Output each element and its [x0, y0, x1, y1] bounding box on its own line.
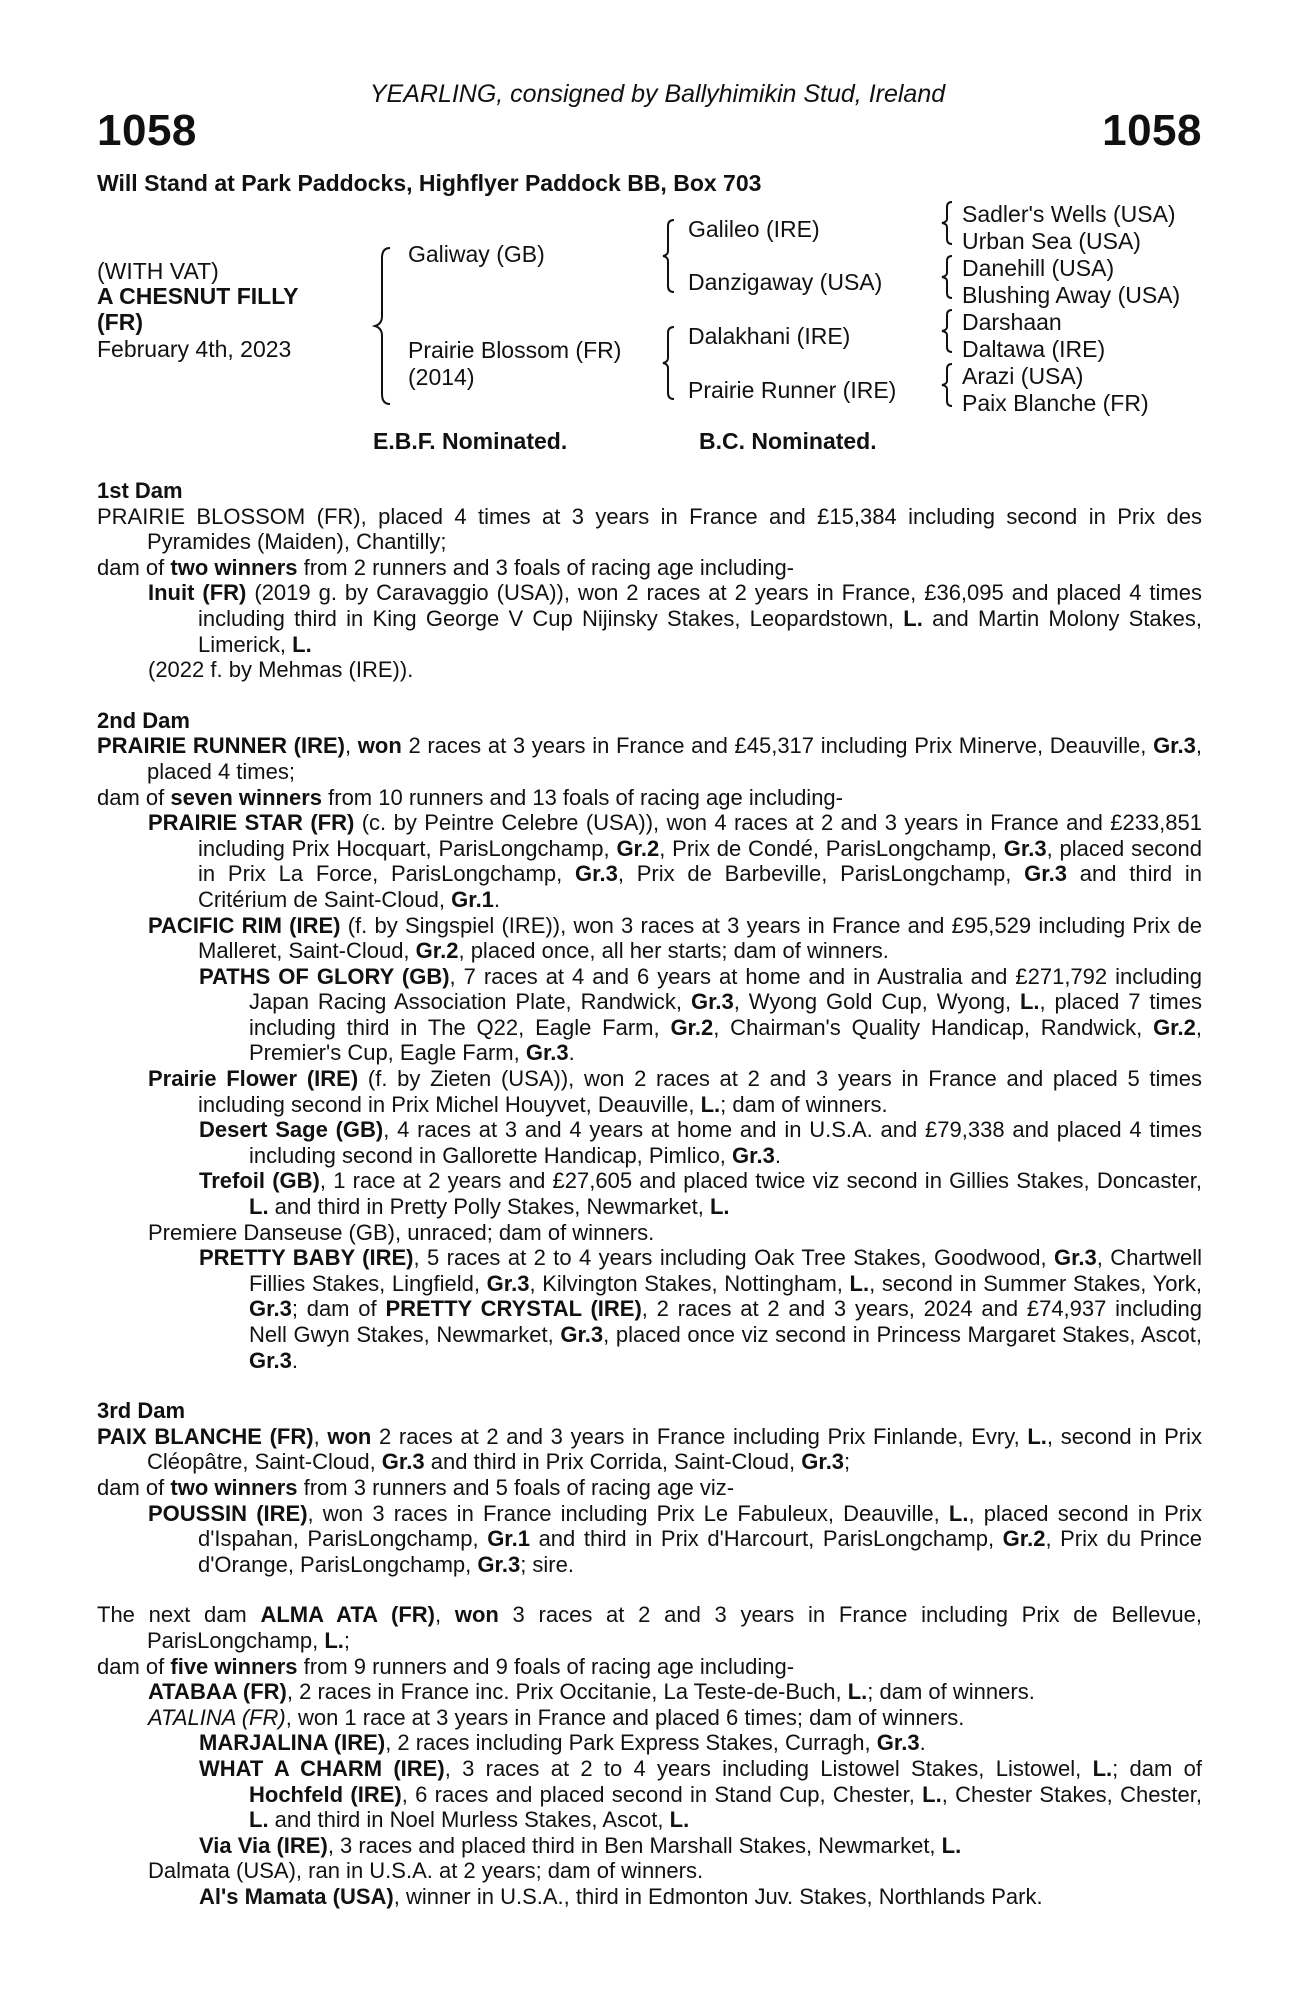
produce-prairie-star: PRAIRIE STAR (FR) (c. by Peintre Celebre (USA)), won 4 races at 2 and 3 years in France and £233,851 including Prix Hocquart, ParisLongchamp, Gr.2, Prix de Condé, ParisLongchamp, Gr.3, placed second in Prix La Force, ParisLongchamp, Gr.3, Prix de Barbeville, ParisLongchamp, Gr.3 and third in Critérium de Saint-Cloud, Gr.1. — [148, 810, 1203, 912]
pedigree-dam-sire: Dalakhani (IRE) — [688, 323, 851, 349]
second-dam-heading: 2nd Dam — [97, 707, 190, 733]
sire-parents-brace — [660, 218, 678, 294]
first-dam-para: PRAIRIE BLOSSOM (FR), placed 4 times at 3 years in France and £15,384 including second in Prix des Pyramides (Maiden), Chantilly; — [97, 503, 1202, 555]
produce-premiere-danseuse: Premiere Danseuse (GB), unraced; dam of winners. — [148, 1219, 655, 1245]
g-brace-3 — [940, 308, 956, 354]
produce-atabaa: ATABAA (FR), 2 races in France inc. Prix Occitanie, La Teste-de-Buch, L.; dam of winners. — [148, 1679, 1035, 1705]
g-brace-4 — [940, 362, 956, 408]
pedigree-g6: Daltawa (IRE) — [962, 336, 1106, 362]
next-dam-produce-summary: dam of five winners from 9 runners and 9 foals of racing age including- — [97, 1653, 795, 1679]
pedigree-sire: Galiway (GB) — [408, 241, 545, 267]
consignment-line: YEARLING, consigned by Ballyhimikin Stud, Ireland — [369, 80, 946, 108]
produce-dalmata: Dalmata (USA), ran in U.S.A. at 2 years; dam of winners. — [148, 1858, 704, 1884]
produce-2022: (2022 f. by Mehmas (IRE)). — [148, 657, 414, 683]
third-dam-produce-summary: dam of two winners from 3 runners and 5 foals of racing age viz- — [97, 1474, 735, 1500]
produce-pretty-baby: PRETTY BABY (IRE), 5 races at 2 to 4 years including Oak Tree Stakes, Goodwood, Gr.3, Chartwell Fillies Stakes, Lingfield, Gr.3, Kilvington Stakes, Nottingham, L., second in Summer Stakes, York, Gr.3; dam of PRETTY CRYSTAL (IRE), 2 races at 2 and 3 years, 2024 and £74,937 including Nell Gwyn Stakes, Newmarket, Gr.3, placed once viz second in Princess Margaret Stakes, Ascot, Gr.3. — [199, 1245, 1203, 1373]
sire-dam-brace — [372, 246, 394, 406]
second-dam-produce-summary: dam of seven winners from 10 runners and 13 foals of racing age including- — [97, 784, 843, 810]
lot-number-right: 1058 — [1102, 106, 1202, 155]
foaling-date: February 4th, 2023 — [97, 336, 292, 362]
g-brace-1 — [940, 200, 956, 246]
produce-prairie-flower: Prairie Flower (IRE) (f. by Zieten (USA)), won 2 races at 2 and 3 years in France and placed 5 times including second in Prix Michel Houyvet, Deauville, L.; dam of winners. — [148, 1066, 1202, 1117]
pedigree-g1: Sadler's Wells (USA) — [962, 201, 1176, 227]
produce-marjalina: MARJALINA (IRE), 2 races including Park Express Stakes, Curragh, Gr.3. — [199, 1730, 926, 1756]
horse-name-suffix: (FR) — [97, 309, 143, 335]
third-dam-para: PAIX BLANCHE (FR), won 2 races at 2 and 3 years in France including Prix Finlande, Evry, L., second in Prix Cléopâtre, Saint-Cloud, Gr.3 and third in Prix Corrida, Saint-Cloud, Gr.3; — [97, 1423, 1202, 1475]
dam-parents-brace — [660, 325, 678, 401]
pedigree-g3: Danehill (USA) — [962, 255, 1115, 281]
third-dam-heading: 3rd Dam — [97, 1398, 186, 1424]
next-dam-para: The next dam ALMA ATA (FR), won 3 races at 2 and 3 years in France including Prix de Bellevue, ParisLongchamp, L.; — [97, 1602, 1202, 1653]
produce-paths-of-glory: PATHS OF GLORY (GB), 7 races at 4 and 6 years at home and in Australia and £271,792 including Japan Racing Association Plate, Randwick, Gr.3, Wyong Gold Cup, Wyong, L., placed 7 times including third in The Q22, Eagle Farm, Gr.2, Chairman's Quality Handicap, Randwick, Gr.2, Premier's Cup, Eagle Farm, Gr.3. — [199, 963, 1202, 1066]
g-brace-2 — [940, 254, 956, 300]
pedigree-dam: Prairie Blossom (FR) — [408, 337, 622, 363]
catalogue-body — [97, 478, 1202, 1909]
pedigree-g7: Arazi (USA) — [962, 363, 1084, 389]
produce-what-a-charm: WHAT A CHARM (IRE), 3 races at 2 to 4 years including Listowel Stakes, Listowel, L.; dam of Hochfeld (IRE), 6 races and placed second in Stand Cup, Chester, L., Chester Stakes, Chester, L. and third in Noel Murless Stakes, Ascot, L. — [199, 1755, 1202, 1833]
produce-poussin: POUSSIN (IRE), won 3 races in France including Prix Le Fabuleux, Deauville, L., placed second in Prix d'Ispahan, ParisLongchamp, Gr.1 and third in Prix d'Harcourt, ParisLongchamp, Gr.2, Prix du Prince d'Orange, ParisLongchamp, Gr.3; sire. — [148, 1500, 1202, 1577]
pedigree-g2: Urban Sea (USA) — [962, 228, 1141, 254]
produce-atalina: ATALINA (FR), won 1 race at 3 years in France and placed 6 times; dam of winners. — [148, 1704, 965, 1730]
second-dam-para: PRAIRIE RUNNER (IRE), won 2 races at 3 years in France and £45,317 including Prix Minerve, Deauville, Gr.3, placed 4 times; — [97, 733, 1202, 784]
bc-nominated: B.C. Nominated. — [699, 428, 877, 454]
pedigree-sire-sire: Galileo (IRE) — [688, 216, 820, 242]
horse-name: A CHESNUT FILLY — [97, 283, 299, 309]
pedigree-sire-dam: Danzigaway (USA) — [688, 269, 883, 295]
pedigree-g8: Paix Blanche (FR) — [962, 390, 1149, 416]
produce-inuit: Inuit (FR) (2019 g. by Caravaggio (USA)), won 2 races at 2 years in France, £36,095 and placed 4 times including third in King George V Cup Nijinsky Stakes, Leopardstown, L. and Martin Molony Stakes, Limerick, L. — [148, 580, 1202, 657]
stand-location: Will Stand at Park Paddocks, Highflyer Paddock BB, Box 703 — [97, 170, 762, 196]
lot-number-left: 1058 — [97, 106, 197, 155]
first-dam-produce-summary: dam of two winners from 2 runners and 3 foals of racing age including- — [97, 554, 795, 580]
produce-desert-sage: Desert Sage (GB), 4 races at 3 and 4 years at home and in U.S.A. and £79,338 and placed 4 times including second in Gallorette Handicap, Pimlico, Gr.3. — [199, 1117, 1202, 1168]
vat-note: (WITH VAT) — [97, 258, 219, 284]
pedigree-g5: Darshaan — [962, 309, 1062, 335]
produce-trefoil: Trefoil (GB), 1 race at 2 years and £27,605 and placed twice viz second in Gillies Stakes, Doncaster, L. and third in Pretty Polly Stakes, Newmarket, L. — [199, 1168, 1202, 1220]
produce-als-mamata: Al's Mamata (USA), winner in U.S.A., third in Edmonton Juv. Stakes, Northlands Park. — [199, 1883, 1043, 1909]
first-dam-heading: 1st Dam — [97, 478, 183, 503]
pedigree-dam-dam: Prairie Runner (IRE) — [688, 377, 897, 403]
produce-via-via: Via Via (IRE), 3 races and placed third in Ben Marshall Stakes, Newmarket, L. — [199, 1832, 962, 1858]
produce-pacific-rim: PACIFIC RIM (IRE) (f. by Singspiel (IRE)), won 3 races at 3 years in France and £95,529 including Prix de Malleret, Saint-Cloud, Gr.2, placed once, all her starts; dam of winners. — [148, 912, 1203, 964]
pedigree-dam-year: (2014) — [408, 364, 475, 390]
ebf-nominated: E.B.F. Nominated. — [373, 428, 568, 454]
pedigree-g4: Blushing Away (USA) — [962, 282, 1181, 308]
